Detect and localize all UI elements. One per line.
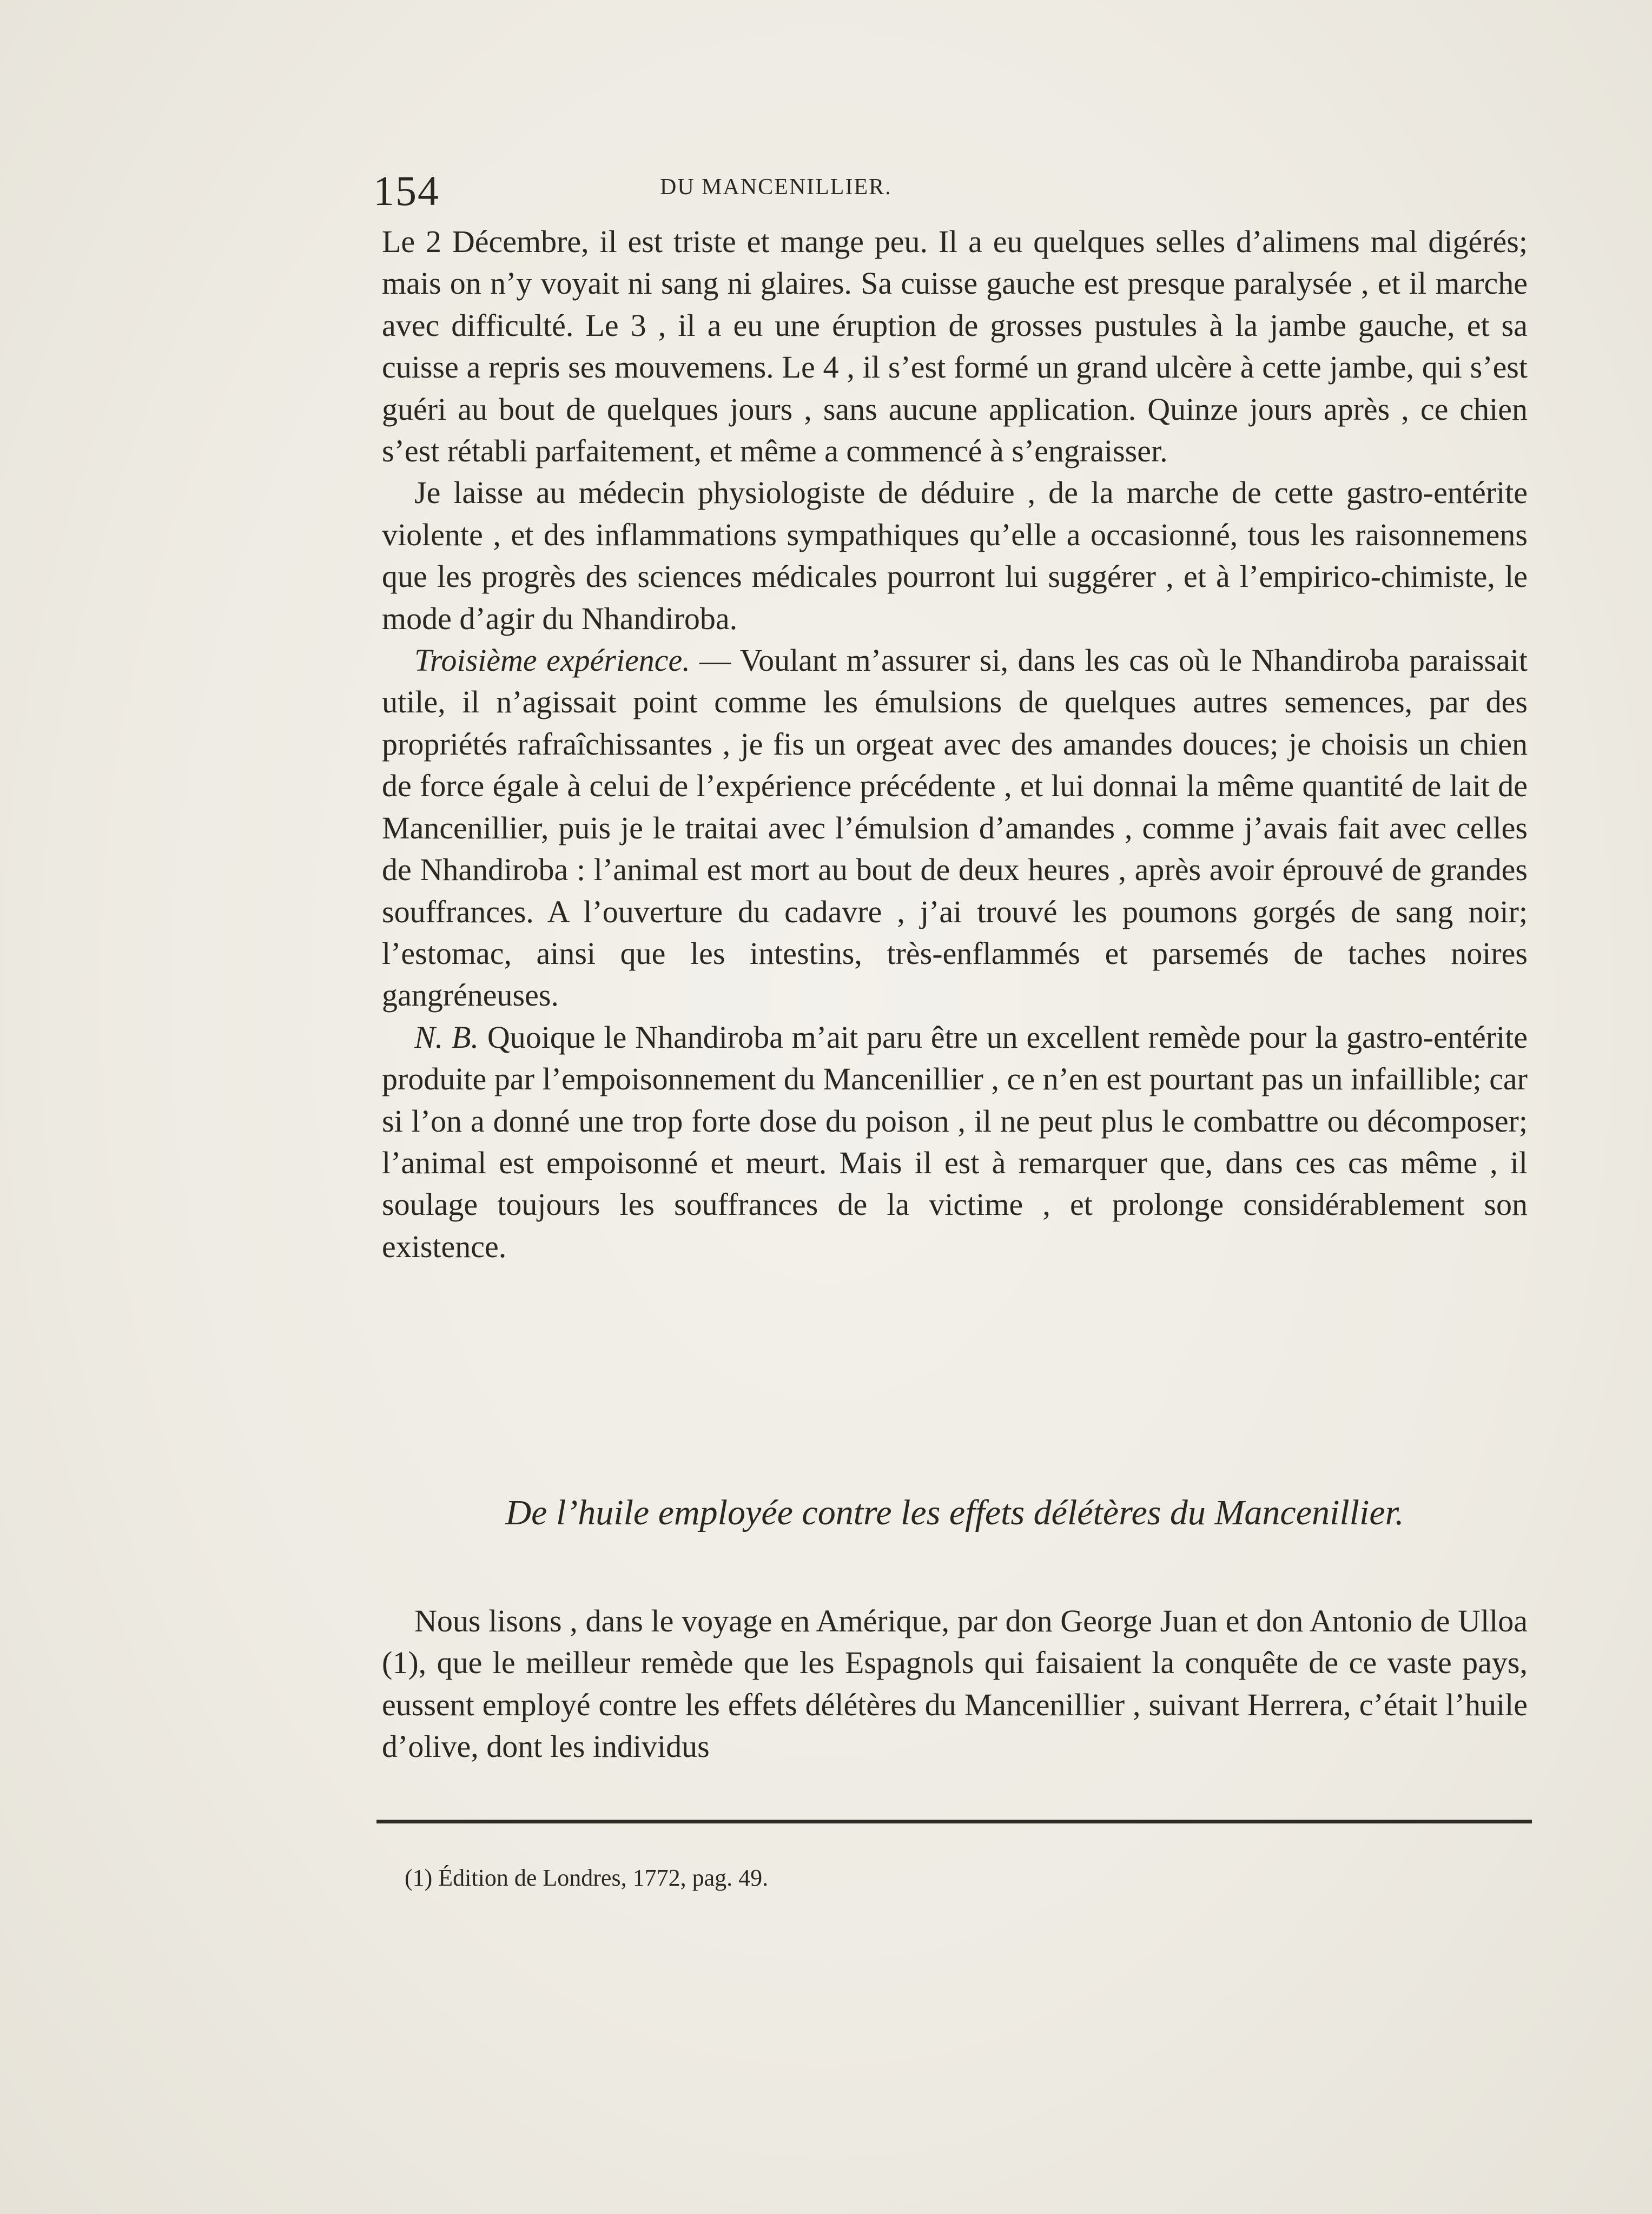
paragraph-3 <box>382 639 1528 1016</box>
section-text <box>382 1600 1528 1768</box>
main-text <box>382 221 1528 1267</box>
page-number: 154 <box>373 167 440 214</box>
paragraph-3-text: — Voulant m’assurer si, dans les cas où le Nhandiroba paraissait utile, il n’agissait point comme les émulsions de quelques autres semences, par des propriétés rafraîchissantes , je fis un orgeat avec des amandes douces; je choisis un chien de force égale à celui de l’expérience précédente , et lui donnai la même quantité de lait de Mancenillier, puis je le traitai avec l’émulsion d’amandes , comme j’avais fait avec celles de Nhandiroba : l’animal est mort au bout de deux heures , après avoir éprouvé de grandes souffrances. A l’ouverture du cadavre , j’ai trouvé les poumons gorgés de sang noir; l’estomac, ainsi que les intestins, très-enflammés et parsemés de taches noires gangréneuses. <box>382 643 1528 1013</box>
paragraph-1: Le 2 Décembre, il est triste et mange peu. Il a eu quelques selles d’alimens mal digérés; mais on n’y voyait ni sang ni glaires. Sa cuisse gauche est presque paralysée , et il marche avec difficulté. Le 3 , il a eu une éruption de grosses pustules à la jambe gauche, et sa cuisse a repris ses mouvemens. Le 4 , il s’est formé un grand ulcère à cette jambe, qui s’est guéri au bout de quelques jours , sans aucune application. Quinze jours après , ce chien s’est rétabli parfaitement, et même a commencé à s’engraisser. <box>382 224 1528 469</box>
paragraph-2: Je laisse au médecin physiologiste de déduire , de la marche de cette gastro-entérite violente , et des inflammations sympathiques qu’elle a occasionné, tous les raisonnemens que les progrès des sciences médicales pourront lui suggérer , et à l’empirico-chimiste, le mode d’agir du Nhandiroba. <box>382 475 1528 636</box>
paragraph-4-text: Quoique le Nhandiroba m’ait paru être un excellent remède pour la gastro-entérite produite par l’empoisonnement du Mancenillier , ce n’en est pourtant pas un infaillible; car si l’on a donné une trop forte dose du poison , il ne peut plus le combattre ou décomposer; l’animal est empoisonné et meurt. Mais il est à remarquer que, dans ces cas même , il soulage toujours les souffrances de la victime , et prolonge considérablement son existence. <box>382 1019 1528 1264</box>
page-header <box>373 162 1087 222</box>
running-head: DU MANCENILLIER. <box>660 175 892 200</box>
footnote-rule <box>376 1820 1532 1823</box>
section-heading: De l’huile employée contre les effets délétères du Mancenillier. <box>505 1493 1404 1532</box>
paragraph-3-lead: Troisième expérience. <box>414 643 690 678</box>
footnote: (1) Édition de Londres, 1772, pag. 49. <box>405 1865 769 1891</box>
paragraph-4-lead: N. B. <box>414 1019 479 1055</box>
paragraph-5: Nous lisons , dans le voyage en Amérique, par don George Juan et don Antonio de Ulloa (1), que le meilleur remède que les Espagnols qui faisaient la conquête de ce vaste pays, eussent employé contre les effets délétères du Mancenillier , suivant Herrera, c’était l’huile d’olive, dont les individus <box>382 1603 1528 1764</box>
paragraph-4 <box>382 1016 1528 1267</box>
